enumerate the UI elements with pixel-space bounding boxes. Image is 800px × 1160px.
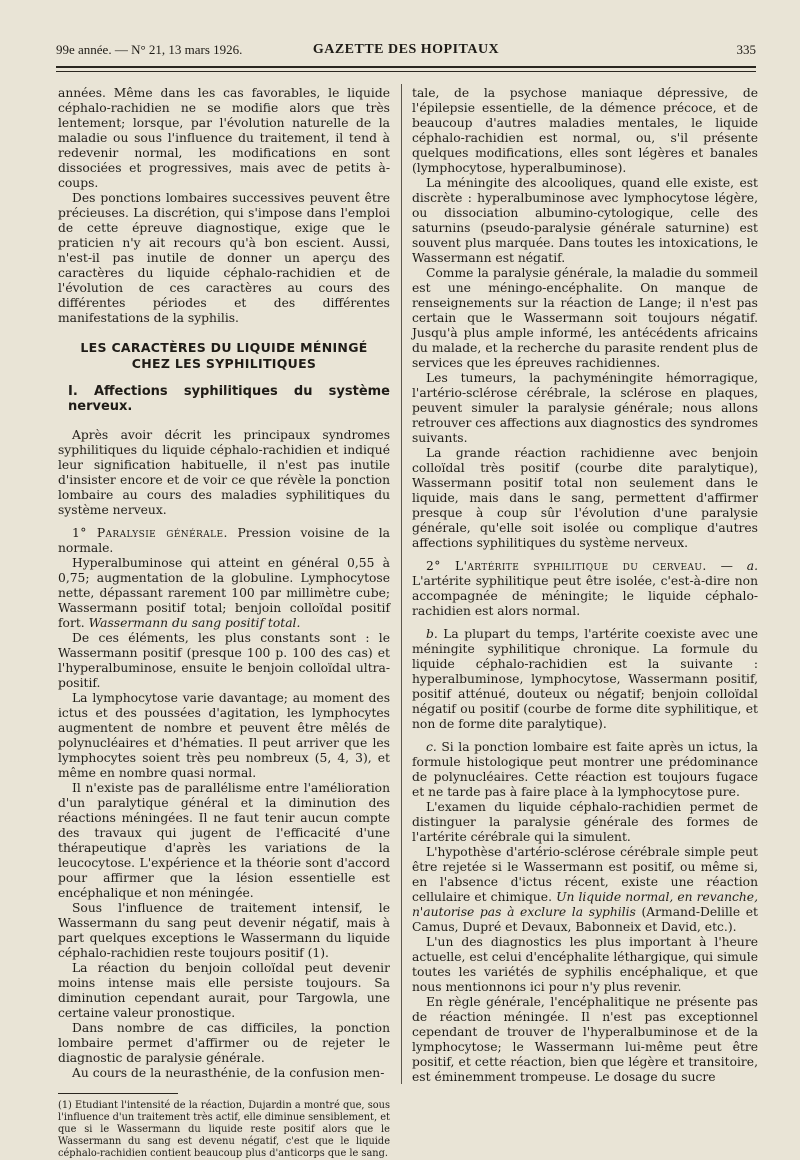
paragraph: Sous l'influence de traitement intensif, le Wassermann du sang peut devenir négatif, mais à part quelques exceptions le Wassermann du liquide céphalo-rachidien reste toujours positif (1). [58,901,390,960]
column-divider [401,84,402,1084]
paragraph: Comme la paralysie générale, la maladie du sommeil est une méningo-encéphalite. On manque de renseignements sur la réaction de Lange; il n'est pas certain que le Wassermann soit toujours négatif. Jusqu'à plus ample informé, les antécédents africains du malade, et la recherche du parasite rendent plus de services que les épreuves rachidiennes. [412,266,758,370]
paragraph: Il n'existe pas de parallélisme entre l'amélioration d'un paralytique général et la diminution des réactions méningées. Il ne faut tenir aucun compte des travaux qui jugent de l'efficacité d'une thérapeutique d'après les variations de la leucocytose. L'expérience et la théorie sont d'accord pour affirmer que la lésion essentielle est encéphalique et non méningée. [58,781,390,900]
paragraph: La réaction du benjoin colloïdal peut devenir moins intense mais elle persiste toujours. Sa diminution cependant aurait, pour Targowla, une certaine valeur pronostique. [58,961,390,1020]
header-rule-thick [56,66,756,68]
paragraph: c. Si la ponction lombaire est faite après un ictus, la formule histologique peut montrer une prédominance de polynucléaires. Cette réaction est toujours fugace et ne tarde pas à faire place à la lymphocytose pure. [412,740,758,799]
paragraph: Dans nombre de cas difficiles, la ponction lombaire permet d'affirmer ou de rejeter le diagnostic de paralysie générale. [58,1021,390,1065]
paragraph: b. La plupart du temps, l'artérite coexiste avec une méningite syphilitique chronique. La formule du liquide céphalo-rachidien est la suivante : hyperalbuminose, lymphocytose, Wassermann positif, positif atténué, douteux ou négatif; benjoin colloïdal négatif ou positif (courbe de forme dite syphilitique, et non de forme dite paralytique). [412,627,758,731]
footnote: (1) Etudiant l'intensité de la réaction, Dujardin a montré que, sous l'influence d'un traitement très actif, elle diminue sensiblement, et que si le Wassermann du liquide reste positif alors que le Wassermann du sang est devenu négatif, c'est que le liquide céphalo-rachidien contient beaucoup plus d'anticorps que le sang. [58,1100,390,1159]
subsection-title: I. Affections syphilitiques du système nerveux. [68,384,390,414]
subsection-lead: 1° Paralysie générale. [72,526,228,540]
header-rule-thin [56,71,756,72]
page-number: 335 [736,42,756,57]
paragraph: Les tumeurs, la pachyméningite hémorragique, l'artério-sclérose cérébrale, la sclérose en plaques, peuvent simuler la paralysie générale; nous allons retrouver ces affections aux diagnostics des syndromes suivants. [412,371,759,445]
paragraph: Hyperalbuminose qui atteint en général 0,55 à 0,75; augmentation de la globuline. Lymphocytose nette, dépassant rarement 100 par millimètre cube; Wassermann positif total; benjoin colloïdal positif fort. Wassermann du sang positif total. [58,556,390,630]
paragraph: La lymphocytose varie davantage; au moment des ictus et des poussées d'agitation, les lymphocytes augmentent de nombre et peuvent être mêlés de polynucléaires et d'hématies. Il peut arriver que les lymphocytes soient très peu nombreux (5, 4, 3), et même en nombre quasi normal. [58,691,390,780]
paragraph: La grande réaction rachidienne avec benjoin colloïdal très positif (courbe dite paralytique), Wassermann positif total non seulement dans le liquide, mais dans le sang, permettent d'affirmer presque à coup sûr l'évolution d'une paralysie générale, qu'elle soit isolée ou complique d'autres affections syphilitiques du système nerveux. [412,446,758,550]
issue-info: 99e année. — N° 21, 13 mars 1926. [56,42,243,57]
paragraph: De ces éléments, les plus constants sont : le Wassermann positif (presque 100 p. 100 des cas) et l'hyperalbuminose, ensuite le benjoin colloïdal ultra-positif. [58,631,390,690]
paragraph: L'hypothèse d'artério-sclérose cérébrale simple peut être rejetée si le Wassermann est positif, ou même si, en l'absence d'ictus récent, existe une réaction cellulaire et chimique. Un liquide normal, en revanche, n'autorise pas à exclure la syphilis (Armand-Delille et Camus, Dupré et Devaux, Babonneix et David, etc.). [412,845,758,934]
paragraph: 1° Paralysie générale. Pression voisine de la normale. [58,526,390,555]
footnote-rule [58,1093,178,1094]
paragraph: La méningite des alcooliques, quand elle existe, est discrète : hyperalbuminose avec lymphocytose légère, ou dissociation albumino-cytologique, celle des saturnins (pseudo-paralysie générale saturnine) est souvent plus marquée. Dans toutes les intoxications, le Wassermann est négatif. [412,176,758,265]
paragraph: L'examen du liquide céphalo-rachidien permet de distinguer la paralysie générale des formes de l'artérite cérébrale qui la simulent. [412,800,758,844]
paragraph: En règle générale, l'encéphalitique ne présente pas de réaction méningée. Il n'est pas exceptionnel cependant de trouver de l'hyperalbuminose et de la lymphocytose; le Wassermann lui-même peut être positif, et cette réaction, bien que légère et transitoire, est éminemment trompeuse. Le dosage du sucre [412,995,758,1084]
left-column [58,86,390,1160]
section-title: LES CARACTÈRES DU LIQUIDE MÉNINGÉ CHEZ LES SYPHILITIQUES [80,340,368,371]
paragraph: Au cours de la neurasthénie, de la confusion men- [72,1066,385,1080]
paragraph: 2° L'artérite syphilitique du cerveau. — a. L'artérite syphilitique peut être isolée, c'est-à-dire non accompagnée de méningite; le liquide céphalo-rachidien est alors normal. [412,559,758,618]
paragraph: L'un des diagnostics les plus important à l'heure actuelle, est celui d'encéphalite léthargique, qui simule toutes les variétés de syphilis encéphalique, et que nous mentionnons ici pour n'y plus revenir. [412,935,758,994]
right-column [412,86,758,1085]
subsection-lead: 2° L'artérite syphilitique du cerveau. [426,559,707,573]
paragraph: années. Même dans les cas favorables, le liquide céphalo-rachidien ne se modifie alors que très lentement; lorsque, par l'évolution naturelle de la maladie ou sous l'influence du traitement, il tend à redevenir normal, les modifications en sont dissociées et progressives, mais avec de petits à-coups. [58,86,390,190]
paragraph: Des ponctions lombaires successives peuvent être précieuses. La discrétion, qui s'impose dans l'emploi de cette épreuve diagnostique, exige que le praticien n'y ait recours qu'à bon escient. Aussi, n'est-il pas inutile de donner un aperçu des caractères du liquide céphalo-rachidien et de l'évolution de ces caractères au cours des différentes périodes et des différentes manifestations de la syphilis. [58,191,390,325]
page-header [56,40,756,62]
paragraph: Après avoir décrit les principaux syndromes syphilitiques du liquide céphalo-rachidien et indiqué leur signification habituelle, il n'est pas inutile d'insister encore et de voir ce que révèle la ponction lombaire au cours des maladies syphilitiques du système nerveux. [58,428,390,517]
journal-title: GAZETTE DES HOPITAUX [312,42,500,57]
paragraph: tale, de la psychose maniaque dépressive, de l'épilepsie essentielle, de la démence précoce, et de beaucoup d'autres maladies mentales, le liquide céphalo-rachidien est normal, ou, s'il présente quelques modifications, elles sont légères et banales (lymphocytose, hyperalbuminose). [412,86,758,175]
